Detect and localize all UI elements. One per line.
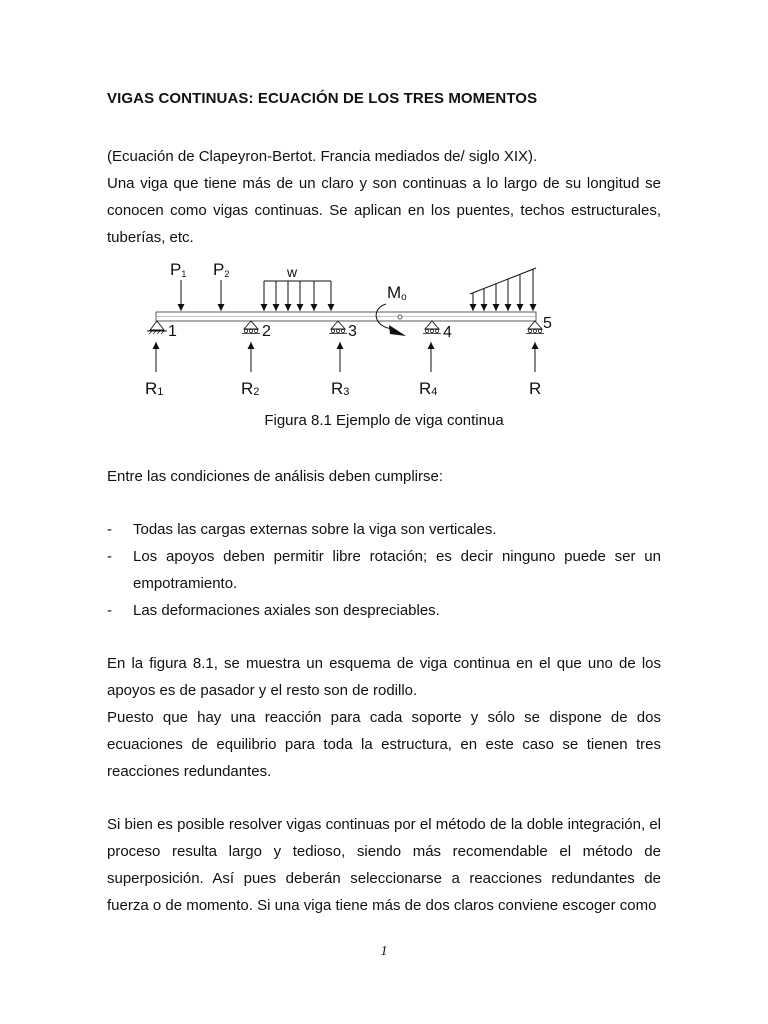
- uniform-load-w: [264, 281, 331, 311]
- reaction-label-3: R3: [331, 379, 350, 398]
- conditions-list: [107, 516, 661, 624]
- list-item-text: Todas las cargas externas sobre la viga son verticales.: [133, 521, 497, 538]
- intro-paragraph-1: (Ecuación de Clapeyron-Bertot. Francia mediados de/ siglo XIX).: [107, 148, 538, 165]
- load-p2-label: P2: [213, 260, 230, 279]
- method-paragraph: Si bien es posible resolver vigas continuas por el método de la doble integración, el proceso resulta largo y tedioso, siendo más recomendable el método de superposición. Así pues deberán seleccionarse a reacciones redundantes de fuerza o de momento. Si una viga tiene más de dos claros conviene escoger como: [107, 816, 661, 914]
- support-2-roller: [242, 321, 260, 334]
- bullet-dash: -: [107, 548, 112, 565]
- support-3-roller: [329, 321, 347, 334]
- support-4-roller: [423, 321, 441, 334]
- reaction-label-5: R: [529, 379, 542, 398]
- redundant-reactions-paragraph: Puesto que hay una reacción para cada soporte y sólo se dispone de dos ecuaciones de equilibrio para toda la estructura, en este caso se tienen tres reacciones redundantes.: [107, 709, 661, 780]
- page-title: VIGAS CONTINUAS: ECUACIÓN DE LOS TRES MOMENTOS: [107, 90, 538, 107]
- continuous-beam-figure: [0, 250, 768, 410]
- support-5-roller: [526, 321, 544, 334]
- uniform-load-label: w: [287, 264, 298, 280]
- bullet-dash: -: [107, 602, 112, 619]
- list-item: [107, 516, 661, 543]
- list-item-text: Las deformaciones axiales son despreciables.: [133, 602, 440, 619]
- list-item-text: Los apoyos deben permitir libre rotación; es decir ninguno puede ser un empotramiento.: [133, 548, 661, 592]
- support-1-pin: [147, 321, 167, 334]
- load-p1-label: P1: [170, 260, 187, 279]
- support-label-3: 3: [348, 323, 357, 340]
- bullet-dash: -: [107, 521, 112, 538]
- conditions-intro: Entre las condiciones de análisis deben cumplirse:: [107, 468, 444, 485]
- beam: [156, 312, 536, 321]
- intro-paragraph-2: Una viga que tiene más de un claro y son continuas a lo largo de su longitud se conocen como vigas continuas. Se aplican en los puentes, techos estructurales, tuberías, etc.: [107, 175, 661, 246]
- triangular-load: [470, 268, 536, 311]
- list-item: [107, 597, 661, 624]
- moment-label: Mo: [387, 283, 407, 303]
- figure-explanation-paragraph: En la figura 8.1, se muestra un esquema de viga continua en el que uno de los apoyos es de pasador y el resto son de rodillo.: [107, 655, 661, 699]
- support-label-1: 1: [168, 323, 177, 340]
- support-label-4: 4: [443, 324, 452, 341]
- support-label-2: 2: [262, 323, 271, 340]
- reaction-label-1: R1: [145, 379, 164, 398]
- reaction-label-2: R2: [241, 379, 260, 398]
- reaction-label-4: R4: [419, 379, 438, 398]
- figure-caption: Figura 8.1 Ejemplo de viga continua: [264, 412, 504, 429]
- list-item: [107, 543, 661, 597]
- support-label-5: 5: [543, 315, 552, 332]
- page-number: 1: [380, 944, 388, 959]
